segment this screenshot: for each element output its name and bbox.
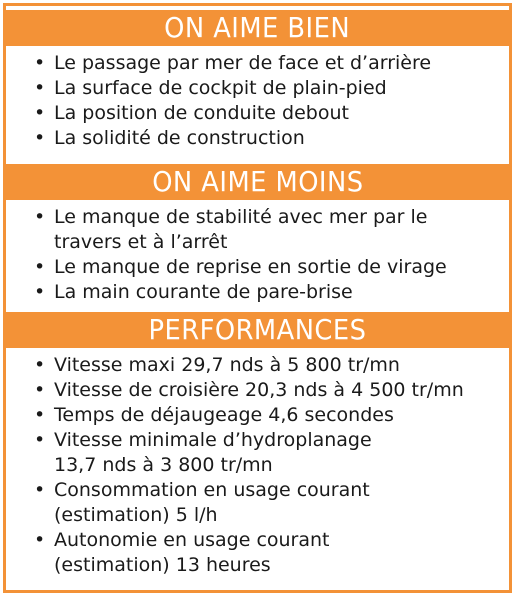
list-item: • Le manque de stabilité avec mer par le travers et à l’arrêt: [34, 206, 428, 253]
list-item: • Le manque de reprise en sortie de virage: [34, 256, 447, 278]
list-item: • Autonomie en usage courant (estimation) 13 heures: [34, 529, 330, 576]
list-on-aime-moins: [34, 205, 503, 305]
list-item: • Vitesse maxi 29,7 nds à 5 800 tr/mn: [34, 354, 400, 376]
list-item: • La solidité de construction: [34, 127, 305, 149]
bullet-icon: •: [34, 281, 46, 303]
section-header-on-aime-bien: [6, 10, 509, 46]
list-on-aime-bien: [34, 51, 503, 151]
list-item: • La position de conduite debout: [34, 102, 349, 124]
bullet-icon: •: [34, 206, 46, 228]
bullet-icon: •: [34, 77, 46, 99]
list-item: • Le passage par mer de face et d’arrière: [34, 52, 432, 74]
list-item: • Vitesse minimale d’hydroplanage 13,7 nds à 3 800 tr/mn: [34, 429, 372, 476]
bullet-icon: •: [34, 429, 46, 451]
bullet-icon: •: [34, 479, 46, 501]
section-title: PERFORMANCES: [148, 313, 367, 346]
bullet-icon: •: [34, 404, 46, 426]
list-item: • Temps de déjaugeage 4,6 secondes: [34, 404, 394, 426]
section-title: ON AIME BIEN: [164, 11, 351, 44]
bullet-icon: •: [34, 529, 46, 551]
bullet-icon: •: [34, 379, 46, 401]
list-item: • Consommation en usage courant (estimation) 5 l/h: [34, 479, 370, 526]
section-header-on-aime-moins: [6, 164, 509, 200]
list-performances: [34, 353, 503, 578]
bullet-icon: •: [34, 52, 46, 74]
list-item: • La main courante de pare-brise: [34, 281, 353, 303]
bullet-icon: •: [34, 127, 46, 149]
section-title: ON AIME MOINS: [151, 165, 364, 198]
bullet-icon: •: [34, 354, 46, 376]
bullet-icon: •: [34, 256, 46, 278]
section-header-performances: [6, 312, 509, 348]
list-item: • Vitesse de croisière 20,3 nds à 4 500 tr/mn: [34, 379, 464, 401]
bullet-icon: •: [34, 102, 46, 124]
info-box: [3, 3, 512, 593]
list-item: • La surface de cockpit de plain-pied: [34, 77, 387, 99]
